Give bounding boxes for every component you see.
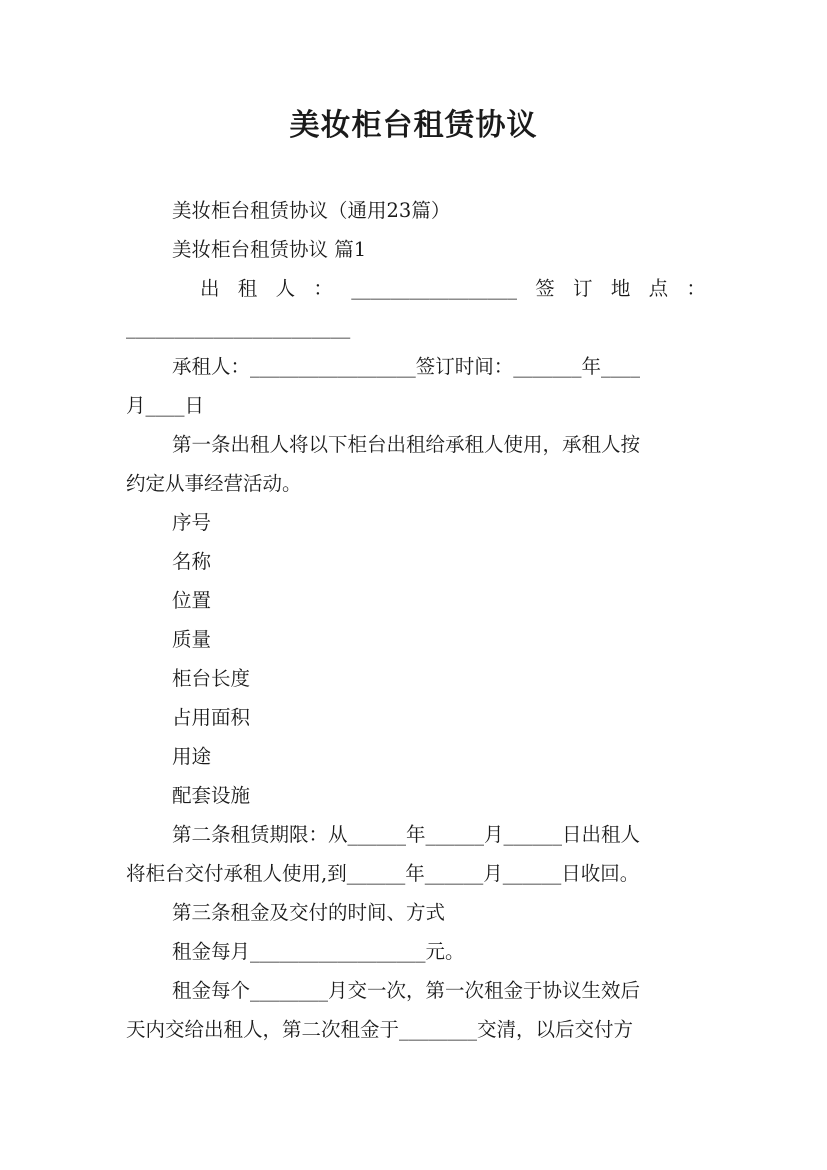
item-label: 占用面积 — [172, 706, 251, 729]
lessor-line — [126, 276, 706, 302]
signing-place-char: 订 — [573, 277, 593, 300]
item-label: 序号 — [172, 511, 212, 534]
item-label: 位置 — [172, 589, 212, 612]
article-2: 第二条租赁期限：从______年______月______日出租人 — [172, 823, 641, 846]
signing-place-char: 签 — [535, 277, 555, 300]
rent-monthly: 租金每月__________________元。 — [172, 940, 465, 963]
signing-place-char: 地 — [610, 277, 631, 300]
item-label: 配套设施 — [172, 784, 251, 807]
lessee-line-cont: 月____日 — [126, 394, 205, 417]
rent-payment-cont: 天内交给出租人，第二次租金于________交清，以后交付方 — [126, 1018, 634, 1041]
article-1: 第一条出租人将以下柜台出租给承租人使用，承租人按 — [172, 433, 641, 456]
lessor-char: 出 — [200, 277, 220, 300]
lessee-line: 承租人：_________________签订时间：_______年____ — [172, 355, 641, 378]
lessor-char: 租 — [237, 277, 258, 300]
signing-place-blank: _______________________ — [126, 316, 351, 339]
article-1-cont: 约定从事经营活动。 — [126, 472, 302, 495]
signing-place-char: 点 — [648, 277, 669, 300]
article-2-cont: 将柜台交付承租人使用,到______年______月______日收回。 — [126, 862, 640, 885]
signing-place-char: ： — [686, 277, 706, 300]
lessor-blank: _________________ — [351, 277, 517, 300]
item-label: 名称 — [172, 550, 212, 573]
article-3: 第三条租金及交付的时间、方式 — [172, 901, 446, 924]
document-title: 美妆柜台租赁协议 — [289, 108, 538, 143]
item-label: 质量 — [172, 628, 212, 651]
lessor-char: 人 — [275, 277, 296, 300]
item-label: 用途 — [172, 745, 212, 768]
document-subtitle: 美妆柜台租赁协议（通用23篇） — [172, 199, 451, 222]
rent-payment: 租金每个________月交一次，第一次租金于协议生效后 — [172, 979, 641, 1002]
lessor-char: ： — [313, 277, 333, 300]
section-heading: 美妆柜台租赁协议 篇1 — [172, 238, 367, 261]
item-label: 柜台长度 — [172, 667, 251, 690]
